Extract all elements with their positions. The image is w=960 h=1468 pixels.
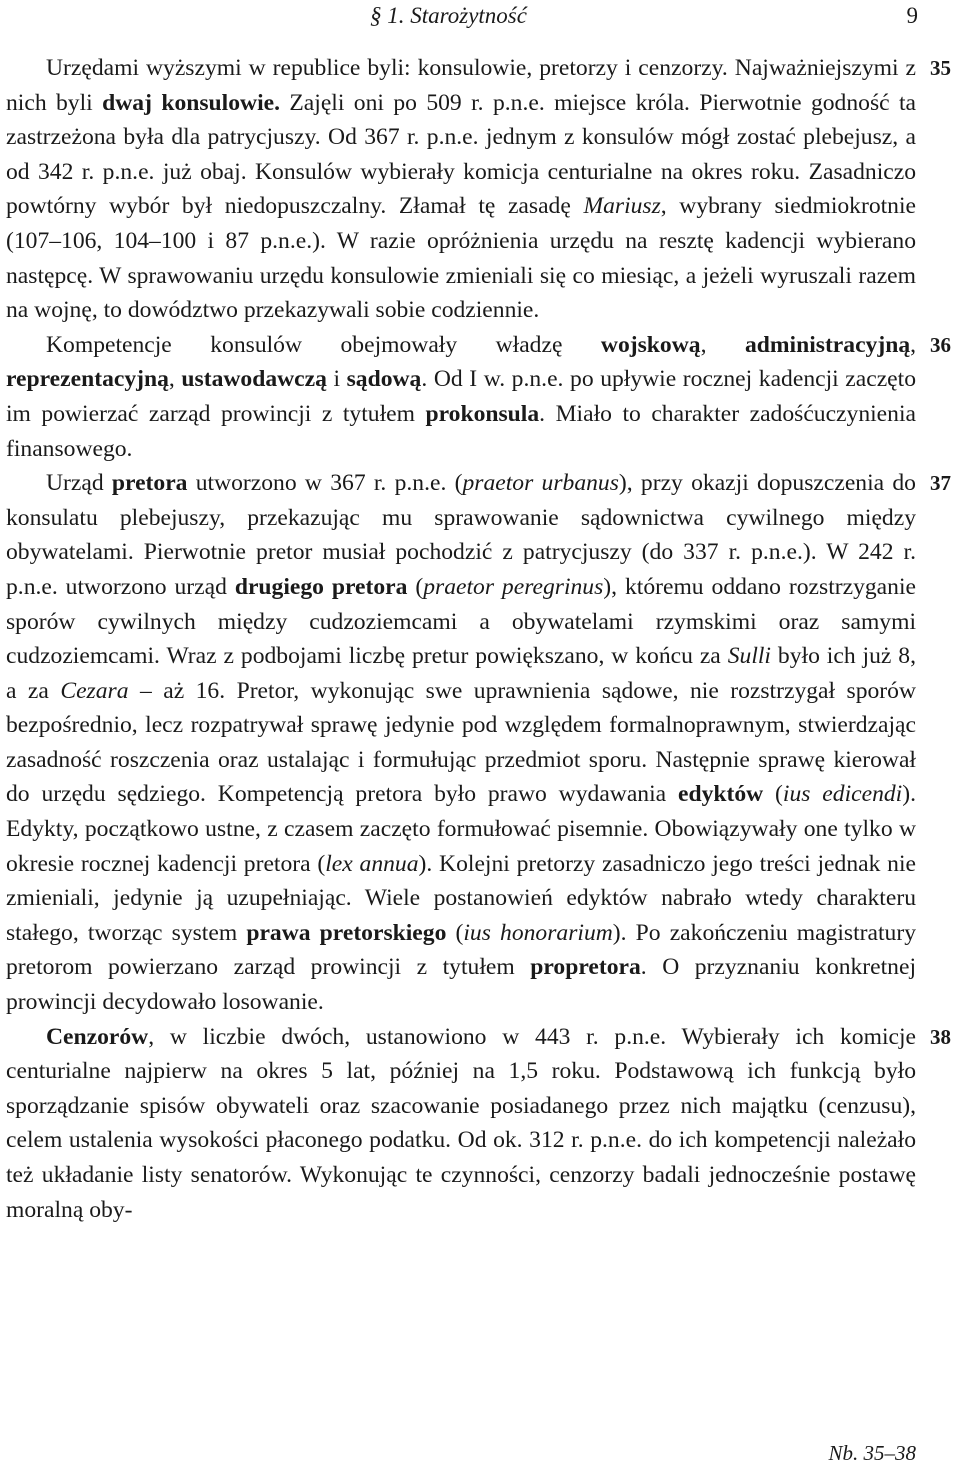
- italic-term: praetor peregrinus: [423, 573, 604, 600]
- text-run: i: [326, 366, 347, 393]
- bold-term: pretora: [111, 470, 188, 497]
- bold-term: sądową: [346, 366, 422, 393]
- text-run: ,: [168, 366, 182, 393]
- italic-term: praetor urbanus: [462, 470, 619, 497]
- text-run: ), któremu oddano rozstrzyganie sporów cywilnych między cudzoziemcami a obywatelami rzymskimi oraz samymi cudzoziemcami. Wraz z podbojami liczbę pretur powiększano, w końcu za: [6, 573, 916, 670]
- bold-term: wojskową: [600, 331, 701, 358]
- bold-term: reprezentacyjną: [6, 366, 169, 393]
- running-head: [370, 2, 918, 32]
- text-run: . Miało to charakter zadośćuczynienia finansowego.: [6, 400, 916, 462]
- text-run: ). Kolejni pretorzy zasadniczo jego treści jednak nie zmieniali, jedynie ją uzupełniając. Wiele postanowień edyktów nabrało wtedy charakteru stałego, tworząc system: [6, 850, 916, 946]
- running-title: § 1. Starożytność: [370, 3, 527, 28]
- text-run: Urzędami wyższymi w republice byli: konsulowie, pretorzy i cenzorzy. Najważniejszymi z nich byli: [6, 55, 916, 116]
- text-run: ,: [910, 331, 917, 358]
- margin-number: 37: [930, 471, 951, 496]
- text-run: Zajęli oni po 509 r. p.n.e. miejsce króla. Pierwotnie godność ta zastrzeżona była dla patrycjuszy. Od 367 r. p.n.e. jednym z konsulów mógł zostać plebejusz, a od 342 r. p.n.e. już obaj. Konsulów wybierały komicja centurialne na okres roku. Zasadniczo powtórny wybór był niedopuszczalny. Złamał tę zasadę: [6, 89, 917, 220]
- bold-term: administracyjną: [744, 331, 911, 358]
- bold-term: prokonsula: [425, 400, 540, 427]
- text-run: . O przyznaniu konkretnej prowincji decydowało losowanie.: [6, 954, 916, 1016]
- text-run: (: [446, 919, 464, 946]
- text-run: ). Edykty, początkowo ustne, z czasem zaczęto formułować pisemnie. Obowiązywały one tylko w okresie rocznej kadencji pretora (: [6, 781, 916, 877]
- italic-term: ius edicendi: [782, 781, 903, 808]
- text-run: (: [763, 781, 783, 808]
- text-run: – aż 16. Pretor, wykonując swe uprawnienia sądowe, nie rozstrzygał sporów bezpośrednio, lecz rozpatrywał sprawę jedynie pod względem formalnoprawnym, stwierdzając zasadność roszczenia oraz ustalając i formułując przedmiot sporu. Następnie sprawę kierował do urzędu sędziego. Kompetencją pretora było prawo wydawania: [6, 677, 916, 808]
- text-run: . Od I w. p.n.e. po upływie rocznej kadencji zaczęto im powierzać zarząd prowincji z tytułem: [6, 366, 916, 427]
- paragraph: [6, 466, 916, 1020]
- body-text: [6, 51, 916, 1227]
- paragraph: [6, 1020, 916, 1228]
- text-run: utworzono w 367 r. p.n.e. (: [187, 470, 463, 497]
- text-run: ). Po zakończeniu magistratury pretorom powierzano zarząd prowincji z tytułem: [6, 919, 916, 981]
- bold-term: edyktów: [677, 781, 764, 808]
- italic-term: Mariusz: [583, 193, 661, 220]
- text-run: Kompetencje konsulów obejmowały władzę: [46, 331, 601, 358]
- italic-term: lex annua: [325, 850, 419, 877]
- italic-term: Cezara: [60, 677, 129, 704]
- text-run: (: [407, 573, 424, 600]
- bold-term: dwaj konsulowie.: [102, 89, 280, 116]
- text-run: Urząd: [46, 470, 112, 497]
- margin-number: 36: [930, 333, 951, 358]
- bold-term: prawa pretorskiego: [246, 919, 447, 946]
- text-run: było ich już 8, a za: [6, 643, 916, 704]
- bold-term: Cenzorów: [46, 1023, 149, 1050]
- italic-term: Sulli: [727, 643, 771, 670]
- italic-term: ius honorarium: [463, 919, 613, 946]
- bold-term: propretora: [530, 954, 641, 981]
- paragraph: [6, 328, 916, 466]
- bold-term: drugiego pretora: [234, 573, 408, 600]
- text-run: ), przy okazji dopuszczenia do konsulatu plebejuszy, przekazując mu sprawowanie sądownictwa cywilnego między obywatelami. Pierwotnie pretor musiał pochodzić z patrycjuszy (do 337 r. p.n.e.). W 242 r. p.n.e. utworzono urząd: [6, 470, 916, 600]
- text-run: ,: [700, 331, 745, 358]
- margin-number: 35: [930, 56, 951, 81]
- text-run: , wybrany siedmiokrotnie (107–106, 104–100 i 87 p.n.e.). W razie opróżnienia urzędu na resztę kadencji wybierano następcę. W sprawowaniu urzędu konsulowie zmieniali się co miesiąc, a jeżeli wyruszali razem na wojnę, to dowództwo przekazywali sobie codziennie.: [6, 193, 917, 324]
- footer-reference: Nb. 35–38: [828, 1441, 916, 1465]
- margin-number: 38: [930, 1025, 951, 1050]
- bold-term: ustawodawczą: [181, 366, 327, 393]
- paragraph: [6, 51, 916, 328]
- text-run: , w liczbie dwóch, ustanowiono w 443 r. p.n.e. Wybierały ich komicje centurialne najpierw na okres 5 lat, później na 1,5 roku. Podstawową ich funkcją było sporządzanie spisów obywateli oraz szacowanie posiadanego przez nich majątku (cenzusu), celem ustalenia wysokości płaconego podatku. Od ok. 312 r. p.n.e. do ich kompetencji należało też układanie listy senatorów. Wykonując te czynności, cenzorzy badali jednocześnie postawę moralną oby-: [6, 1023, 916, 1223]
- page-number: 9: [906, 3, 918, 28]
